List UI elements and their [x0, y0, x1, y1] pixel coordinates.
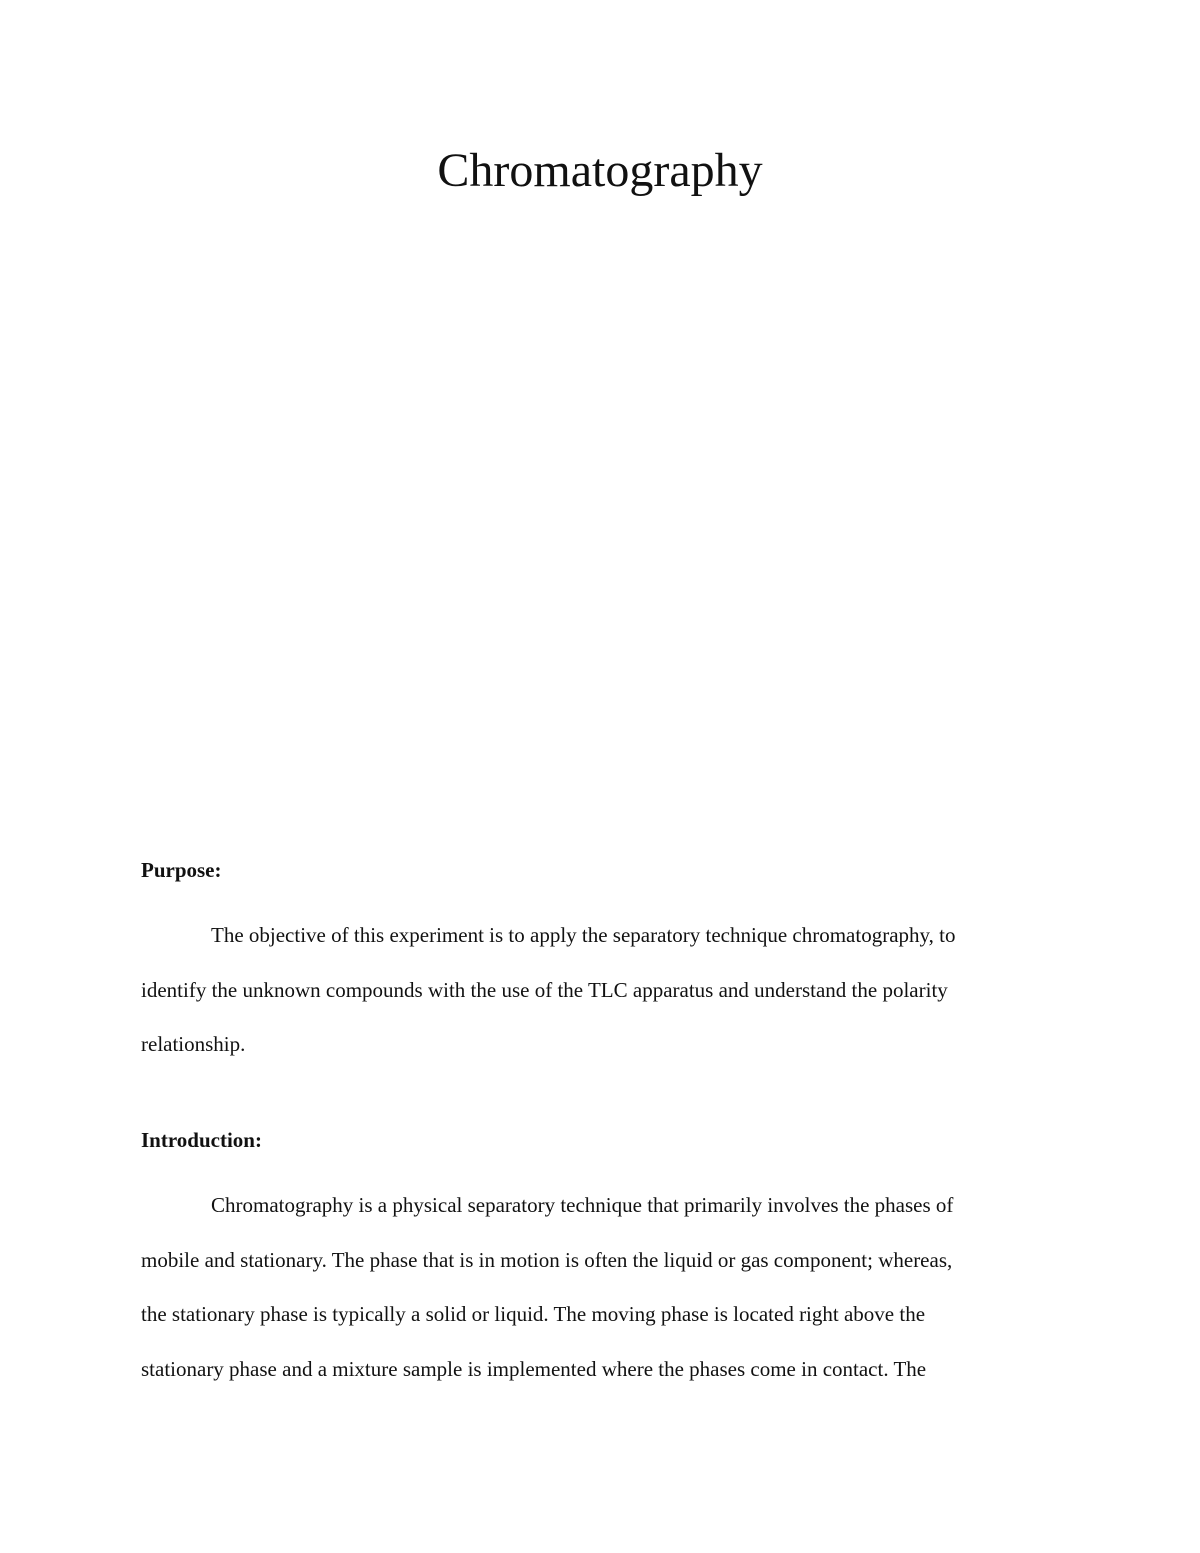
- purpose-paragraph: [141, 908, 1059, 1072]
- purpose-heading: Purpose:: [141, 858, 222, 882]
- introduction-line-4: stationary phase and a mixture sample is implemented where the phases come in contact. The: [141, 1356, 927, 1381]
- introduction-heading: Introduction:: [141, 1128, 262, 1152]
- introduction-line-3: the stationary phase is typically a solid or liquid. The moving phase is located right above the: [141, 1302, 926, 1326]
- document-title: Chromatography: [437, 144, 763, 197]
- introduction-section: [141, 1124, 1059, 1396]
- purpose-section: [141, 854, 1059, 1072]
- introduction-line-1: Chromatography is a physical separatory technique that primarily involves the phases of: [211, 1193, 954, 1217]
- introduction-paragraph: [141, 1178, 1059, 1396]
- purpose-line-3: relationship.: [141, 1032, 246, 1056]
- introduction-line-2: mobile and stationary. The phase that is in motion is often the liquid or gas component; whereas,: [141, 1247, 953, 1272]
- purpose-line-1: The objective of this experiment is to apply the separatory technique chromatography, to: [211, 923, 956, 947]
- purpose-line-2: identify the unknown compounds with the use of the TLC apparatus and understand the polarity: [141, 977, 948, 1002]
